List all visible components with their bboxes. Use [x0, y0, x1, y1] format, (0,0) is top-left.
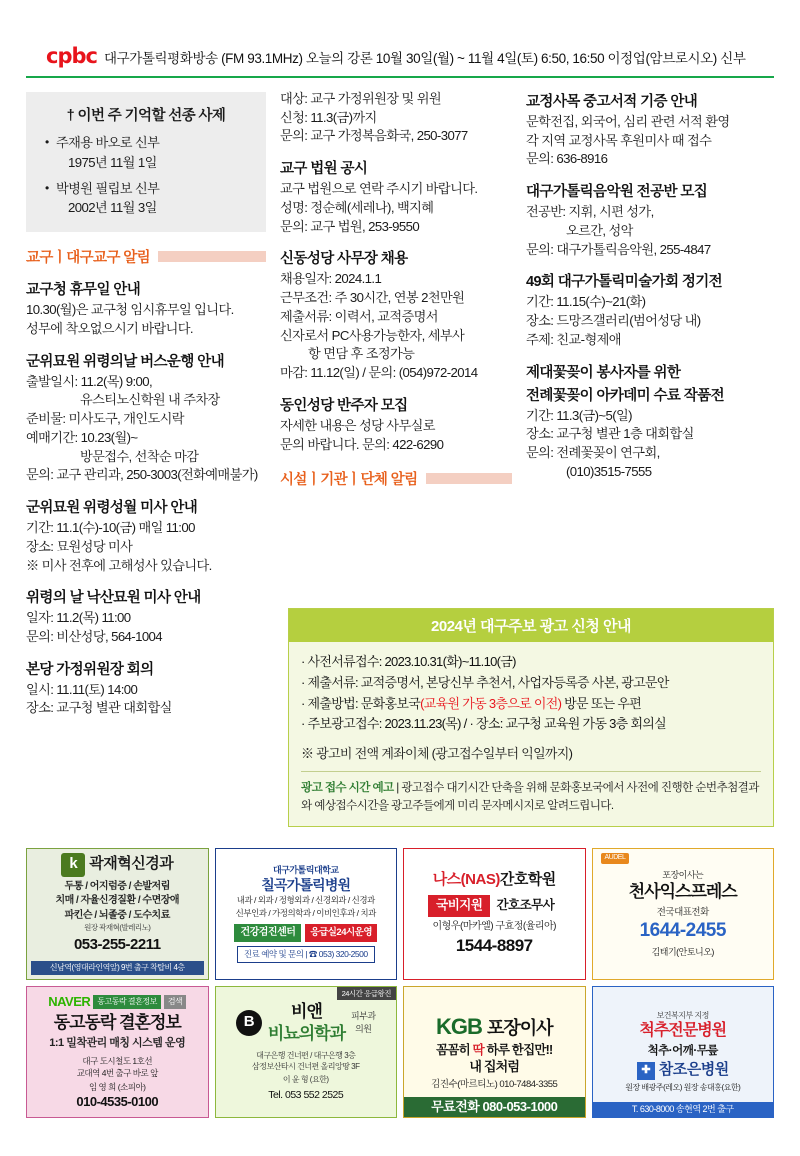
- ad-kgb-moving[interactable]: [403, 986, 586, 1118]
- notice-title: 교정사목 중고서적 기증 안내: [526, 94, 698, 110]
- ad-application-bullet: · 주보광고접수: 2023.11.23(목) / · 장소: 교구청 교육원 가동 3층 회의실: [301, 716, 667, 732]
- notice-block: [26, 496, 266, 575]
- ad-tagline: 포장이사는: [662, 869, 704, 880]
- ad-doctor: 이 윤 형 (요한): [282, 1075, 329, 1085]
- ad-bn-urology-dermatology[interactable]: [215, 986, 398, 1118]
- notice-block: [26, 658, 266, 718]
- ad-dept-skin: 피부과: [351, 1011, 376, 1022]
- notice-line: 장소: 교구청 별관 1층 대회합실: [526, 426, 694, 442]
- ad-search-keyword: 동고동락 결혼정보: [93, 995, 161, 1009]
- notice-line: 문의: 전례꽃꽂이 연구회,: [526, 445, 660, 461]
- notice-title: 교구 법원 공시: [280, 161, 368, 178]
- notice-line: 유스티노신학원 내 주차장: [80, 392, 220, 408]
- footnote-lead: 광고 접수 시간 예고: [301, 781, 394, 795]
- notice-line: 대상: 교구 가정위원장 및 위원: [280, 91, 441, 106]
- memorial-box: [26, 92, 266, 232]
- ad-nas-nursing-academy[interactable]: [403, 848, 586, 980]
- notice-line: 10.30(월)은 교구청 임시휴무일 입니다.: [26, 302, 234, 318]
- notice-block: [280, 394, 512, 454]
- ad-name-suffix: 포장이사: [486, 1017, 553, 1038]
- ad-tollfree[interactable]: 무료전화 080-053-1000: [404, 1097, 585, 1117]
- notice-line: 준비물: 미사도구, 개인도시락: [26, 411, 184, 427]
- ad-name: 동고동락 결혼정보: [53, 1013, 181, 1033]
- naver-logo-icon: NAVER: [48, 993, 91, 1009]
- notice-block: [26, 278, 266, 338]
- slogan-part-a: 꼼꼼히: [436, 1043, 473, 1058]
- notice-title-2: 전례꽃꽂이 아카데미 수료 작품전: [526, 387, 724, 404]
- notice-title: 위령의 날 낙산묘원 미사 안내: [26, 590, 201, 607]
- ad-name-prefix: 나스(NAS): [432, 871, 500, 889]
- bullet-text-plain2: 방문 또는 우편: [561, 695, 642, 711]
- slogan-part-b: 하루 한집만!!: [483, 1043, 553, 1058]
- notice-title: 대구가톨릭음악원 전공반 모집: [526, 184, 708, 201]
- bullet-text-plain: · 제출방법: 문화홍보국: [301, 695, 421, 711]
- notice-line: 자세한 내용은 성당 사무실로: [280, 417, 435, 433]
- notice-title: 제대꽃꽂이 봉사자를 위한: [526, 364, 681, 381]
- ad-phone[interactable]: 053-255-2211: [73, 936, 161, 954]
- ad-row-1: [26, 848, 774, 980]
- ad-service-line: 두통 / 어지럼증 / 손발저림: [64, 880, 170, 892]
- ad-name-suffix: 간호학원: [499, 871, 556, 889]
- notice-line: 일자: 11.2(목) 11:00: [26, 610, 131, 626]
- b-logo-icon: B: [236, 1010, 262, 1036]
- ad-application-body: [289, 642, 773, 826]
- ad-address-line: 교대역 4번 출구 바로 앞: [76, 1068, 158, 1079]
- ad-address-line: 삼정보산타시 건너편 올리앙땅 3F: [252, 1062, 360, 1072]
- category-heading-facility: [280, 468, 512, 489]
- ad-name: 참조은병원: [658, 1061, 729, 1079]
- ad-micro-line: 원장 곽재혁(발레리노): [84, 923, 151, 933]
- ad-badge-row: [234, 924, 377, 943]
- notice-line: 주제: 친교-형제애: [526, 331, 621, 347]
- notice-line: 문의: 비산성당, 564-1004: [26, 629, 163, 644]
- ad-dept-stack: [351, 1010, 376, 1035]
- notice-title: 교구청 휴무일 안내: [26, 282, 141, 299]
- ad-brand-row: [61, 853, 173, 877]
- notice-line: 신자로서 PC사용가능한자, 세부사: [280, 327, 465, 343]
- cpbc-logo: cpbc: [46, 44, 97, 68]
- ad-name: 곽재혁신경과: [89, 855, 174, 873]
- notice-title: 49회 대구가톨릭미술가회 정기전: [526, 274, 723, 291]
- ad-angel-express-moving[interactable]: [592, 848, 775, 980]
- notice-block: [526, 180, 766, 259]
- notice-line: 각 지역 교정사목 후원미사 때 접수: [526, 132, 712, 148]
- notice-title: 본당 가정위원장 회의: [26, 661, 154, 678]
- notice-block: [280, 247, 512, 382]
- notice-line: 기간: 11.1(수)-10(금) 매일 11:00: [26, 520, 195, 536]
- memorial-date: 2002년 11월 3일: [68, 200, 157, 216]
- notice-line: 신청: 11.3(금)까지: [280, 109, 377, 125]
- ad-slogan-1: [436, 1043, 552, 1059]
- ad-application-box: [288, 608, 774, 827]
- notice-line: 문의: 교구 가정복음화국, 250-3077: [280, 128, 468, 144]
- category-heading-diocese: [26, 246, 266, 267]
- column-1: [26, 88, 266, 718]
- ad-application-footnote: [301, 779, 761, 814]
- notice-line: 제출서류: 이력서, 교적증명서: [280, 308, 438, 324]
- notice-line: 장소: 교구청 별관 대회합실: [26, 700, 172, 716]
- ad-badge-course: 간호조무사: [496, 898, 555, 913]
- memorial-item: [56, 179, 252, 219]
- memorial-item: [56, 133, 252, 173]
- notice-line: 예매기간: 10.23(월)~: [26, 429, 138, 445]
- ad-brand-row: [236, 1001, 376, 1044]
- notice-line: 일시: 11.11(토) 14:00: [26, 681, 138, 697]
- ad-badge-emergency: 응급실24시운영: [305, 924, 377, 942]
- ad-name-stack: [268, 1001, 345, 1044]
- notice-line: (010)3515-7555: [566, 463, 652, 479]
- ad-badge-checkup: 건강검진센터: [234, 924, 301, 943]
- brand-ribbon-icon: AUDEL: [601, 853, 630, 864]
- notice-line: 기간: 11.3(금)~5(일): [526, 407, 632, 423]
- notice-line: 문학전집, 외국어, 심리 관련 서적 환영: [526, 114, 730, 129]
- notice-line: 채용일자: 2024.1.1: [280, 271, 382, 287]
- memorial-date: 1975년 11월 1일: [68, 154, 157, 170]
- divider: [301, 771, 761, 772]
- notice-block: [280, 90, 512, 146]
- ad-address-line: 대구은행 건너편 / 대구은행 3층: [256, 1050, 356, 1060]
- ad-row-2: [26, 986, 774, 1118]
- ad-name: 천사익스프레스: [628, 882, 737, 902]
- notice-line: 교구 법원으로 연락 주시기 바랍니다.: [280, 181, 478, 197]
- ad-address-line: 대구 도시철도 1호선: [82, 1056, 153, 1067]
- ad-top-line: 대구가톨릭대학교: [272, 865, 339, 876]
- ad-brand-row: [637, 1061, 729, 1080]
- ad-application-bullet: [301, 694, 761, 715]
- notice-title: 군위묘원 위령성월 미사 안내: [26, 500, 198, 517]
- memorial-name: 주재용 바오로 신부: [56, 135, 160, 150]
- ad-specialty: 척추전문병원: [639, 1021, 727, 1039]
- notice-line: 출발일시: 11.2(목) 9:00,: [26, 373, 153, 389]
- ad-designation: 보건복지부 지정: [656, 1010, 709, 1020]
- notice-line: 성명: 정순혜(세레나), 백지혜: [280, 199, 434, 215]
- ad-kwak-neurology[interactable]: [26, 848, 209, 980]
- notice-block: [526, 270, 766, 349]
- ad-name-kgb: KGB: [435, 1013, 482, 1039]
- advertisement-grid: [26, 848, 774, 1124]
- ad-chamjoeun-spine-hospital[interactable]: [592, 986, 775, 1118]
- ad-donggodongrak-matchmaking[interactable]: [26, 986, 209, 1118]
- notice-line: 기간: 11.15(수)~21(화): [526, 294, 646, 310]
- ad-dept-clinic: 의원: [355, 1023, 372, 1034]
- category-bar: [158, 251, 266, 262]
- notice-title: 신동성당 사무장 채용: [280, 251, 408, 268]
- notice-line: 오르간, 성악: [566, 222, 633, 238]
- notice-block: [26, 586, 266, 646]
- ad-pill-row: [428, 895, 560, 917]
- ad-subline: 1:1 밀착관리 매칭 시스템 운영: [49, 1037, 186, 1050]
- notice-line: 근무조건: 주 30시간, 연봉 2천만원: [280, 290, 465, 306]
- ad-search-row: [48, 994, 186, 1010]
- notice-block: [526, 361, 766, 482]
- ad-contact-line[interactable]: 진료 예약 및 문의 | ☎ 053) 320-2500: [237, 946, 375, 963]
- ad-person: 이형우(마카엘) 구효정(율리아): [432, 920, 557, 932]
- ad-chilgok-catholic-hospital[interactable]: [215, 848, 398, 980]
- ad-dept-line: 내과 / 외과 / 정형외과 / 신경외과 / 신경과: [236, 895, 375, 906]
- ad-name: [436, 1013, 553, 1041]
- ad-service-line: 치매 / 자율신경질환 / 수면장애: [55, 895, 180, 907]
- notice-block: [526, 90, 766, 169]
- ad-application-bullet: · 사전서류접수: 2023.10.31(화)~11.10(금): [301, 654, 516, 669]
- notice-line: 문의: 교구 법원, 253-9550: [280, 218, 420, 234]
- ad-treatment-areas: 척추·어깨·무릎: [647, 1044, 718, 1057]
- ad-service-line: 파킨슨 / 뇌졸중 / 도수치료: [64, 909, 170, 921]
- notice-line: 방문접수, 선착순 마감: [80, 448, 199, 464]
- ad-application-bullet: · 제출서류: 교적증명서, 본당신부 추천서, 사업자등록증 사본, 광고문안: [301, 674, 669, 690]
- leaf-icon: k: [61, 853, 85, 877]
- masthead-text: 대구가톨릭평화방송 (FM 93.1MHz) 오늘의 강론 10월 30일(월) ~ 11월 4일(토) 6:50, 16:50 이정업(암브로시오) 신부: [103, 51, 746, 66]
- notice-line: 문의 바랍니다. 문의: 422-6290: [280, 436, 444, 452]
- ad-subline: 전국대표전화: [656, 907, 709, 919]
- notice-line: 장소: 드망즈갤러리(범어성당 내): [526, 313, 701, 329]
- notice-line: 문의: 대구가톨릭음악원, 255-4847: [526, 241, 711, 257]
- ad-slogan-2: 내 집처럼: [469, 1059, 520, 1074]
- ad-hours-badge: 24시간 응급왕진: [337, 987, 396, 1000]
- memorial-title: † 이번 주 기억할 선종 사제: [66, 108, 226, 124]
- ad-name-line1: 비앤: [291, 1002, 322, 1022]
- ad-person: 김태기(안토니오): [651, 946, 714, 957]
- ad-phone-bar[interactable]: T. 630-8000 송현역 2번 출구: [593, 1102, 774, 1117]
- ad-doctors: 원장 배광주(레오) 원장 송대홍(요한): [625, 1083, 741, 1093]
- footnote-rest: | 광고접수 대기시간 단축을 위해 문화홍보국에서 사전에 진행한 순번추첨결과와 예상접수시간을 광고주들에게 미리 문자메시지로 알려드립니다.: [301, 781, 759, 812]
- notice-line: 항 면담 후 조정가능: [308, 346, 415, 362]
- ad-name: 칠곡가톨릭병원: [261, 876, 351, 893]
- notice-line: 문의: 교구 관리과, 250-3003(전화예매불가): [26, 467, 258, 483]
- ad-phone[interactable]: 010-4535-0100: [76, 1093, 159, 1109]
- ad-badge-subsidy: 국비지원: [428, 895, 490, 917]
- notice-line: 마감: 11.12(일) / 문의: (054)972-2014: [280, 365, 478, 381]
- ad-address-bar: 신남역(영대라인역앞) 9번 출구 착탑비 4층: [31, 961, 204, 975]
- ad-dept-line: 신부인과 / 가정의학과 / 이비인후과 / 치과: [235, 907, 376, 918]
- ad-name: [433, 871, 556, 890]
- memorial-name: 박병원 필립보 신부: [56, 180, 160, 196]
- search-icon: 검색: [164, 995, 186, 1009]
- ad-person: 임 영 희 (소피아): [88, 1081, 146, 1092]
- notice-block: [26, 350, 266, 485]
- ad-phone[interactable]: 1544-8897: [455, 936, 533, 956]
- memorial-list: [40, 133, 252, 218]
- ad-person-phone[interactable]: 김진수(마르티노) 010-7484-3355: [431, 1079, 558, 1091]
- category-label: 시설ㅣ기관ㅣ단체 알림: [280, 472, 418, 489]
- ad-name-line2: 비뇨의학과: [267, 1023, 346, 1043]
- ad-application-note: ※ 광고비 전액 계좌이체 (광고접수일부터 익일까지): [301, 746, 573, 762]
- notice-line: 성무에 착오없으시기 바랍니다.: [26, 320, 193, 336]
- notice-line: 전공반: 지휘, 시편 성가,: [526, 204, 654, 220]
- notice-title: 군위묘원 위령의날 버스운행 안내: [26, 353, 224, 370]
- masthead: [26, 0, 774, 78]
- notice-block: [280, 157, 512, 236]
- ad-phone[interactable]: 1644-2455: [639, 920, 726, 942]
- notice-line: 장소: 묘원성당 미사: [26, 538, 133, 554]
- ad-phone[interactable]: Tel. 053 552 2525: [268, 1089, 344, 1102]
- category-label: 교구ㅣ대구교구 알림: [26, 250, 151, 267]
- category-bar: [426, 473, 513, 484]
- cross-icon: ✚: [637, 1062, 655, 1080]
- bullet-text-highlight: (교육원 가동 3층으로 이전): [420, 695, 562, 711]
- ad-application-title: 2024년 대구주보 광고 신청 안내: [289, 609, 773, 642]
- notice-title: 동인성당 반주자 모집: [280, 397, 408, 414]
- notice-line: 문의: 636-8916: [526, 151, 608, 167]
- slogan-part-highlight: 딱: [472, 1043, 484, 1058]
- notice-line: ※ 미사 전후에 고해성사 있습니다.: [26, 557, 212, 573]
